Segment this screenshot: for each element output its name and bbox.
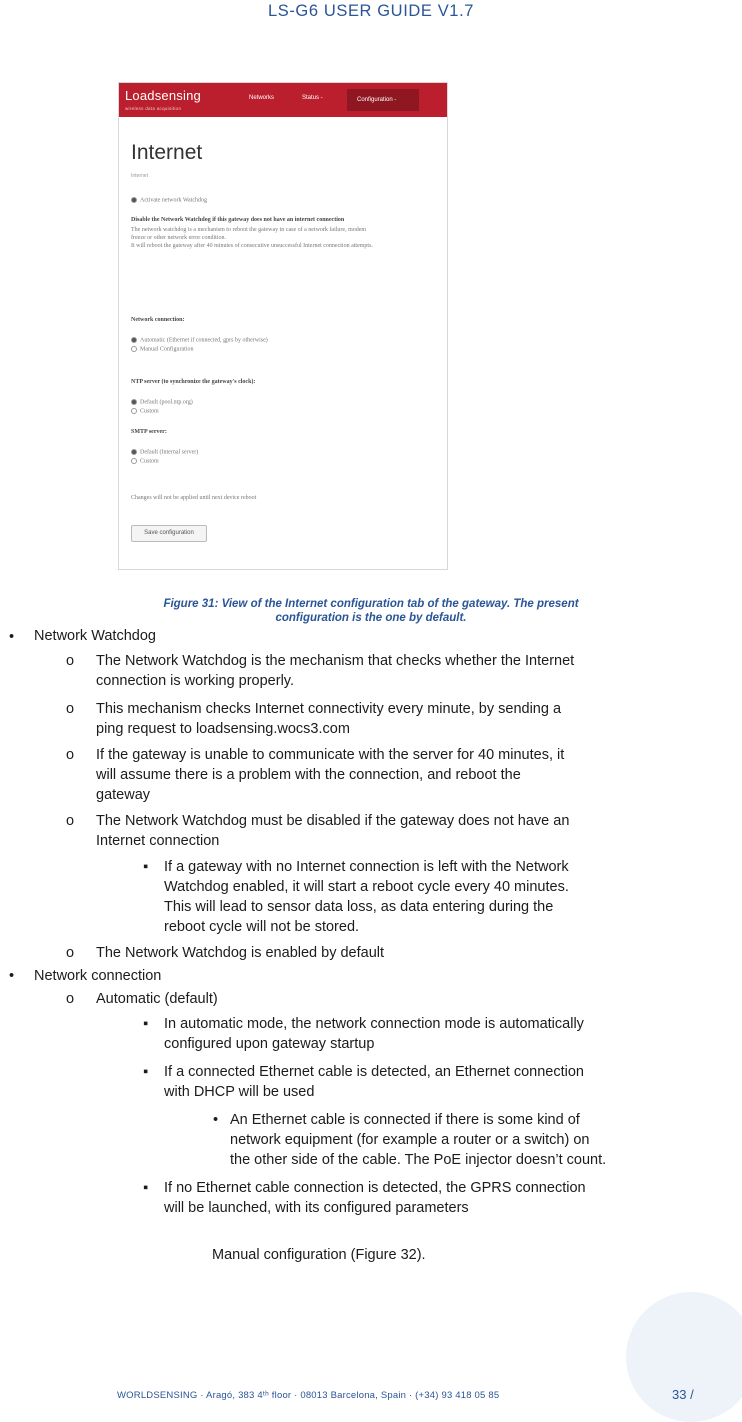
screenshot-nav-configuration: Configuration - xyxy=(347,89,419,111)
list-item: gateway xyxy=(96,787,151,803)
screenshot-page-title: Internet xyxy=(131,141,203,164)
screenshot-save-button: Save configuration xyxy=(131,525,207,542)
list-item: Internet connection xyxy=(96,833,220,849)
radio-icon xyxy=(131,346,137,352)
screenshot-nav-networks: Networks xyxy=(249,95,275,101)
bullet-circle-icon: o xyxy=(66,991,75,1007)
list-item: This mechanism checks Internet connectivity every minute, by sending a xyxy=(96,701,562,717)
list-item: Watchdog enabled, it will start a reboot cycle every 40 minutes. xyxy=(164,879,569,895)
list-item: with DHCP will be used xyxy=(164,1084,315,1100)
screenshot-nav-status: Status - xyxy=(302,95,323,101)
figure-screenshot xyxy=(118,82,448,570)
list-item: Network Watchdog xyxy=(34,628,156,644)
screenshot-option-label: Default (pool.ntp.org) xyxy=(140,399,193,406)
footer-address: WORLDSENSING · Aragó, 383 4ᵗʰ floor · 08013 Barcelona, Spain · (+34) 93 418 05 85 xyxy=(117,1390,500,1401)
radio-icon xyxy=(131,337,137,343)
figure-caption-line: configuration is the one by default. xyxy=(275,612,467,624)
list-item: If a gateway with no Internet connection is left with the Network xyxy=(164,859,569,875)
list-item: The Network Watchdog is the mechanism that checks whether the Internet xyxy=(96,653,575,669)
screenshot-option-label: Custom xyxy=(140,458,159,465)
list-item: configured upon gateway startup xyxy=(164,1036,375,1052)
list-item: network equipment (for example a router or a switch) on xyxy=(230,1132,590,1148)
radio-icon xyxy=(131,449,137,455)
screenshot-network-option xyxy=(131,337,268,343)
screenshot-body xyxy=(119,117,447,569)
list-item: Manual configuration (Figure 32). xyxy=(212,1247,426,1263)
figure-caption xyxy=(0,597,742,625)
list-item: If no Ethernet cable connection is detected, the GPRS connection xyxy=(164,1180,586,1196)
screenshot-desc-line: The network watchdog is a mechanism to reboot the gateway in case of a network failure, modem xyxy=(131,227,367,233)
screenshot-ntp-option xyxy=(131,399,193,405)
bullet-square-icon: ▪ xyxy=(143,1180,149,1196)
screenshot-disable-heading: Disable the Network Watchdog if this gateway does not have an internet connection xyxy=(131,217,345,223)
list-item: In automatic mode, the network connection mode is automatically xyxy=(164,1016,584,1032)
bullet-circle-icon: o xyxy=(66,653,75,669)
list-item: The Network Watchdog is enabled by default xyxy=(96,945,385,961)
bullet-circle-icon: o xyxy=(66,747,75,763)
list-item: Network connection xyxy=(34,968,162,984)
checkbox-icon xyxy=(131,197,137,203)
bullet-square-icon: ▪ xyxy=(143,859,149,875)
screenshot-network-heading: Network connection: xyxy=(131,317,185,323)
figure-caption-line: Figure 31: View of the Internet configuration tab of the gateway. The present xyxy=(163,598,579,610)
screenshot-option-label: Automatic (Ethernet if connected, gprs by otherwise) xyxy=(140,337,268,344)
list-item: The Network Watchdog must be disabled if the gateway does not have an xyxy=(96,813,570,829)
screenshot-ntp-option xyxy=(131,408,159,414)
page-number: 33 / xyxy=(672,1387,694,1402)
document-header-title: LS-G6 USER GUIDE V1.7 xyxy=(267,2,475,20)
screenshot-logo: Loadsensing xyxy=(125,88,201,103)
bullet-dot-icon: • xyxy=(9,968,15,984)
radio-icon xyxy=(131,408,137,414)
bullet-dot-icon: • xyxy=(9,629,15,645)
bullet-square-icon: ▪ xyxy=(143,1064,149,1080)
bullet-circle-icon: o xyxy=(66,945,75,961)
screenshot-breadcrumb: Internet xyxy=(131,173,148,179)
radio-icon xyxy=(131,458,137,464)
screenshot-smtp-heading: SMTP server: xyxy=(131,429,167,435)
list-item: ping request to loadsensing.wocs3.com xyxy=(96,721,350,737)
list-item: will be launched, with its configured parameters xyxy=(164,1200,469,1216)
screenshot-watchdog-checkbox xyxy=(131,197,207,203)
screenshot-network-option xyxy=(131,346,194,352)
screenshot-logo-tagline: wireless data acquisition xyxy=(125,106,182,111)
screenshot-navbar xyxy=(119,83,447,117)
list-item: Automatic (default) xyxy=(96,991,218,1007)
bullet-square-icon: ▪ xyxy=(143,1016,149,1032)
screenshot-note: Changes will not be applied until next device reboot xyxy=(131,495,257,501)
screenshot-watchdog-label: Activate network Watchdog xyxy=(140,197,208,204)
screenshot-option-label: Manual Configuration xyxy=(140,346,194,353)
list-item: If a connected Ethernet cable is detected, an Ethernet connection xyxy=(164,1064,584,1080)
screenshot-smtp-option xyxy=(131,449,198,455)
list-item: reboot cycle will not be stored. xyxy=(164,919,360,935)
screenshot-option-label: Custom xyxy=(140,408,159,415)
screenshot-option-label: Default (Internal server) xyxy=(140,449,199,456)
screenshot-desc-line: It will reboot the gateway after 40 minutes of consecutive unsuccessful Internet connection attempts. xyxy=(131,243,373,249)
screenshot-smtp-option xyxy=(131,458,159,464)
list-item: will assume there is a problem with the connection, and reboot the xyxy=(96,767,521,783)
radio-icon xyxy=(131,399,137,405)
bullet-dot-icon: • xyxy=(213,1112,219,1128)
screenshot-ntp-heading: NTP server (to synchronize the gateway's clock): xyxy=(131,379,256,385)
list-item: This will lead to sensor data loss, as data entering during the xyxy=(164,899,554,915)
list-item: An Ethernet cable is connected if there is some kind of xyxy=(230,1112,580,1128)
list-item: If the gateway is unable to communicate with the server for 40 minutes, it xyxy=(96,747,565,763)
bullet-circle-icon: o xyxy=(66,701,75,717)
list-item: connection is working properly. xyxy=(96,673,294,689)
watermark-logo xyxy=(626,1292,742,1422)
screenshot-desc-line: freeze or other network error condition. xyxy=(131,235,226,241)
list-item: the other side of the cable. The PoE injector doesn’t count. xyxy=(230,1152,607,1168)
bullet-circle-icon: o xyxy=(66,813,75,829)
